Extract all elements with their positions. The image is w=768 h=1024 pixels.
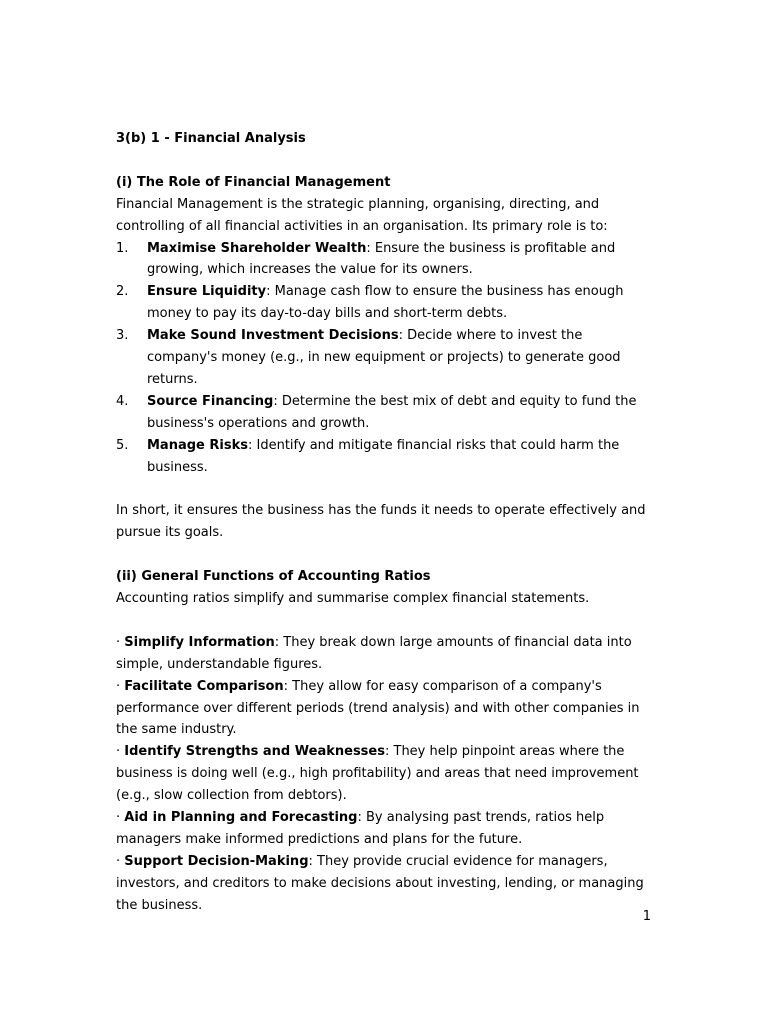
bullet-description: : They help pinpoint areas where the business is doing well (e.g., high profitability) and areas that need improvement (e.g., slow collection from debtors).: [116, 744, 639, 804]
bullet-term: Support Decision-Making: [124, 853, 309, 869]
bullet-mark: ·: [116, 810, 125, 826]
list-description: : Manage cash flow to ensure the business has enough money to pay its day-to-day bills and short-term debts.: [147, 284, 624, 322]
list-item: [116, 391, 656, 435]
spacer: [116, 478, 656, 500]
bullet-mark: ·: [116, 678, 125, 694]
list-text: [147, 435, 656, 479]
list-description: : Decide where to invest the company's money (e.g., in new equipment or projects) to generate good returns.: [147, 328, 621, 387]
list-text: [147, 325, 656, 391]
list-number: 1.: [116, 240, 129, 256]
list-text: [147, 281, 656, 325]
list-term: Make Sound Investment Decisions: [147, 328, 399, 344]
list-number: 3.: [116, 328, 129, 344]
bullet-item: [116, 632, 656, 676]
list-item: [116, 281, 656, 325]
list-number: 5.: [116, 437, 129, 453]
bullet-mark: ·: [116, 744, 125, 760]
section-summary: In short, it ensures the business has the funds it needs to operate effectively and pursue its goals.: [116, 503, 646, 541]
document-page: [116, 128, 656, 917]
list-description: : Identify and mitigate financial risks that could harm the business.: [147, 437, 620, 475]
bullet-mark: ·: [116, 853, 125, 869]
section-heading-ratios: (ii) General Functions of Accounting Ratios: [116, 569, 431, 585]
bullet-term: Facilitate Comparison: [124, 678, 284, 694]
list-term: Maximise Shareholder Wealth: [147, 240, 367, 256]
bullet-term: Simplify Information: [124, 634, 275, 650]
list-description: : Determine the best mix of debt and equity to fund the business's operations and growth.: [147, 393, 637, 431]
list-item: [116, 238, 656, 282]
list-term: Source Financing: [147, 393, 274, 409]
document-title: 3(b) 1 - Financial Analysis: [116, 131, 306, 146]
section-heading-role: (i) The Role of Financial Management: [116, 174, 391, 190]
section-intro-role: Financial Management is the strategic planning, organising, directing, and controlling of all financial activities in an organisation. Its primary role is to:: [116, 196, 608, 234]
list-number: 4.: [116, 393, 129, 409]
spacer: [116, 610, 656, 632]
bullet-item: [116, 807, 656, 851]
bullet-description: : They allow for easy comparison of a company's performance over different periods (trend analysis) and with other companies in the same industry.: [116, 678, 640, 738]
bullet-description: : They provide crucial evidence for managers, investors, and creditors to make decisions about investing, lending, or managing the business.: [116, 853, 644, 913]
spacer: [116, 544, 656, 566]
bullet-term: Aid in Planning and Forecasting: [124, 810, 358, 826]
page-number: 1: [642, 909, 651, 924]
spacer: [116, 150, 656, 172]
list-text: [147, 391, 656, 435]
bullet-item: [116, 851, 656, 917]
list-item: [116, 435, 656, 479]
list-term: Ensure Liquidity: [147, 284, 267, 300]
bullet-item: [116, 741, 656, 807]
list-description: : Ensure the business is profitable and growing, which increases the value for its owners.: [147, 240, 616, 278]
list-number: 2.: [116, 284, 129, 300]
bullet-mark: ·: [116, 634, 125, 650]
bullet-description: : They break down large amounts of financial data into simple, understandable figures.: [116, 634, 632, 672]
list-term: Manage Risks: [147, 437, 248, 453]
bullet-term: Identify Strengths and Weaknesses: [124, 744, 385, 760]
bullet-item: [116, 676, 656, 742]
bullet-description: : By analysing past trends, ratios help managers make informed predictions and plans for the future.: [116, 810, 605, 847]
list-text: [147, 238, 656, 282]
section-intro-ratios: Accounting ratios simplify and summarise complex financial statements.: [116, 590, 590, 606]
list-item: [116, 325, 656, 391]
